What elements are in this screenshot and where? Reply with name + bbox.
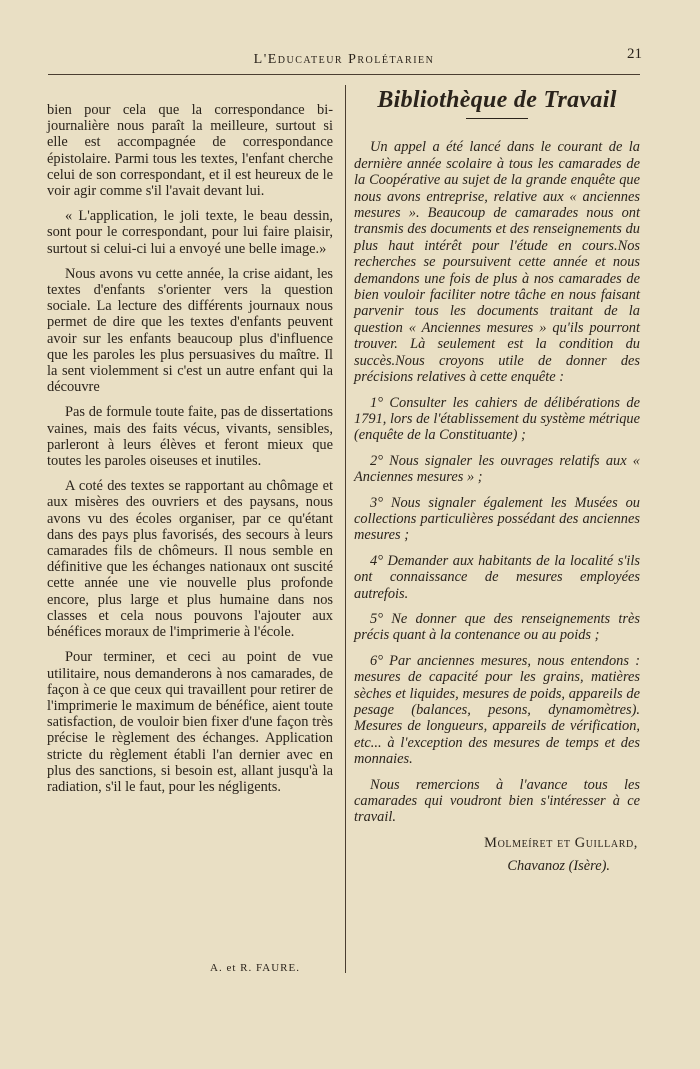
section-title: Bibliothèque de Travail (377, 87, 617, 113)
paragraph: Nous remercions à l'avance tous les camarades qui voudront bien s'intéresser à ce travail. (354, 776, 640, 826)
paragraph: bien pour cela que la correspondance bi-journalière nous paraît la meilleure, surtout si elle est accompagnée de correspondance épistolaire. Parmi tous les textes, l'enfant cherche celui de son correspondant, et il est heureux de le voir agir comme s'il l'avait devant lui. (47, 102, 333, 200)
paragraph: Un appel a été lancé dans le courant de la dernière année scolaire à tous les camarades de la Coopérative au sujet de la grande enquête que nous avons entreprise, relative aux « anciennes mesures ». Beaucoup de camarades nous ont transmis des documents et des renseignements du plus haut intérêt pour l'étude en cours.Nos recherches se poursuivent cette année et nous demandons une fois de plus à nos camarades de bien vouloir faciliter notre tâche en nous faisant parvenir tous les documents traitant de la question « Anciennes mesures » qu'ils pourront trouver. Là seulement est la condition du succès.Nous croyons utile de donner des précisions relatives à cette enquête : (354, 139, 640, 386)
journal-header: L'Educateur Prolétarien (253, 52, 435, 67)
list-item: 1° Consulter les cahiers de délibérations de 1791, lors de l'établissement du système métrique (enquête de la Constituante) ; (354, 394, 640, 444)
title-rule (466, 118, 528, 119)
list-item: 5° Ne donner que des renseignements très précis quant à la contenance ou au poids ; (354, 610, 640, 644)
paragraph: « L'application, le joli texte, le beau dessin, sont pour le correspondant, pour lui faire plaisir, surtout si celui-ci lui a envoyé une belle image.» (47, 208, 333, 257)
list-item: 6° Par anciennes mesures, nous entendons : mesures de capacité pour les grains, matières sèches et liquides, mesures de poids, appareils de pesage (balances, pesons, dynamomètres). Mesures de longueurs, appareils de vérification, etc... à l'exception des mesures de temps et des monnaies. (354, 652, 640, 768)
header-rule (48, 74, 640, 75)
signature-place: Chavanoz (Isère). (507, 858, 610, 875)
left-column (47, 102, 333, 804)
paragraph: Nous avons vu cette année, la crise aidant, les textes d'enfants s'orienter vers la question sociale. La lecture des différents journaux nous permet de dire que les textes d'enfants peuvent avoir sur les enfants beaucoup plus d'influence que les paroles les plus persuasives du maître. Il la sent violemment si c'est un autre enfant qui la découvre (47, 265, 333, 396)
paragraph: Pour terminer, et ceci au point de vue utilitaire, nous demanderons à nos camarades, de façon à ce que ceux qui travaillent pour retirer de l'imprimerie le maximum de bénéfice, aient toute satisfaction, de vouloir bien fixer d'une façon très précise le règlement des échanges. Application stricte du règlement établi l'an dernier avec en plus des sanctions, si besoin est, allant jusqu'à la radiation, s'il le faut, pour les négligents. (47, 649, 333, 795)
right-column (354, 87, 640, 875)
paragraph: A coté des textes se rapportant au chômage et aux misères des ouvriers et des paysans, nous avons vu des écoles organiser, par ce qu'étant dans des pays plus favorisés, des secours à leurs camarades fils de chômeurs. Il nous semble en définitive que les échanges nationaux ont suscité cette année une vie nouvelle plus profonde encore, plus large et plus humaine dans nos classes et cela nous pouvons l'ajouter aux bénéfices moraux de l'imprimerie à l'école. (47, 478, 333, 641)
article-signature: Molmeíret et Guillard, (484, 834, 638, 851)
page-number: 21 (627, 46, 642, 62)
article-signature: A. et R. FAURE. (210, 962, 300, 974)
list-item: 3° Nous signaler également les Musées ou collections particulières possédant des anciennes mesures ; (354, 494, 640, 544)
paragraph: Pas de formule toute faite, pas de dissertations vaines, mais des faits vécus, vivants, sensibles, parleront à leurs élèves et feront mieux que toutes les paroles oiseuses et inutiles. (47, 404, 333, 470)
list-item: 4° Demander aux habitants de la localité s'ils ont connaissance de mesures employées autrefois. (354, 552, 640, 602)
list-item: 2° Nous signaler les ouvrages relatifs aux « Anciennes mesures » ; (354, 452, 640, 486)
column-divider (345, 85, 346, 973)
